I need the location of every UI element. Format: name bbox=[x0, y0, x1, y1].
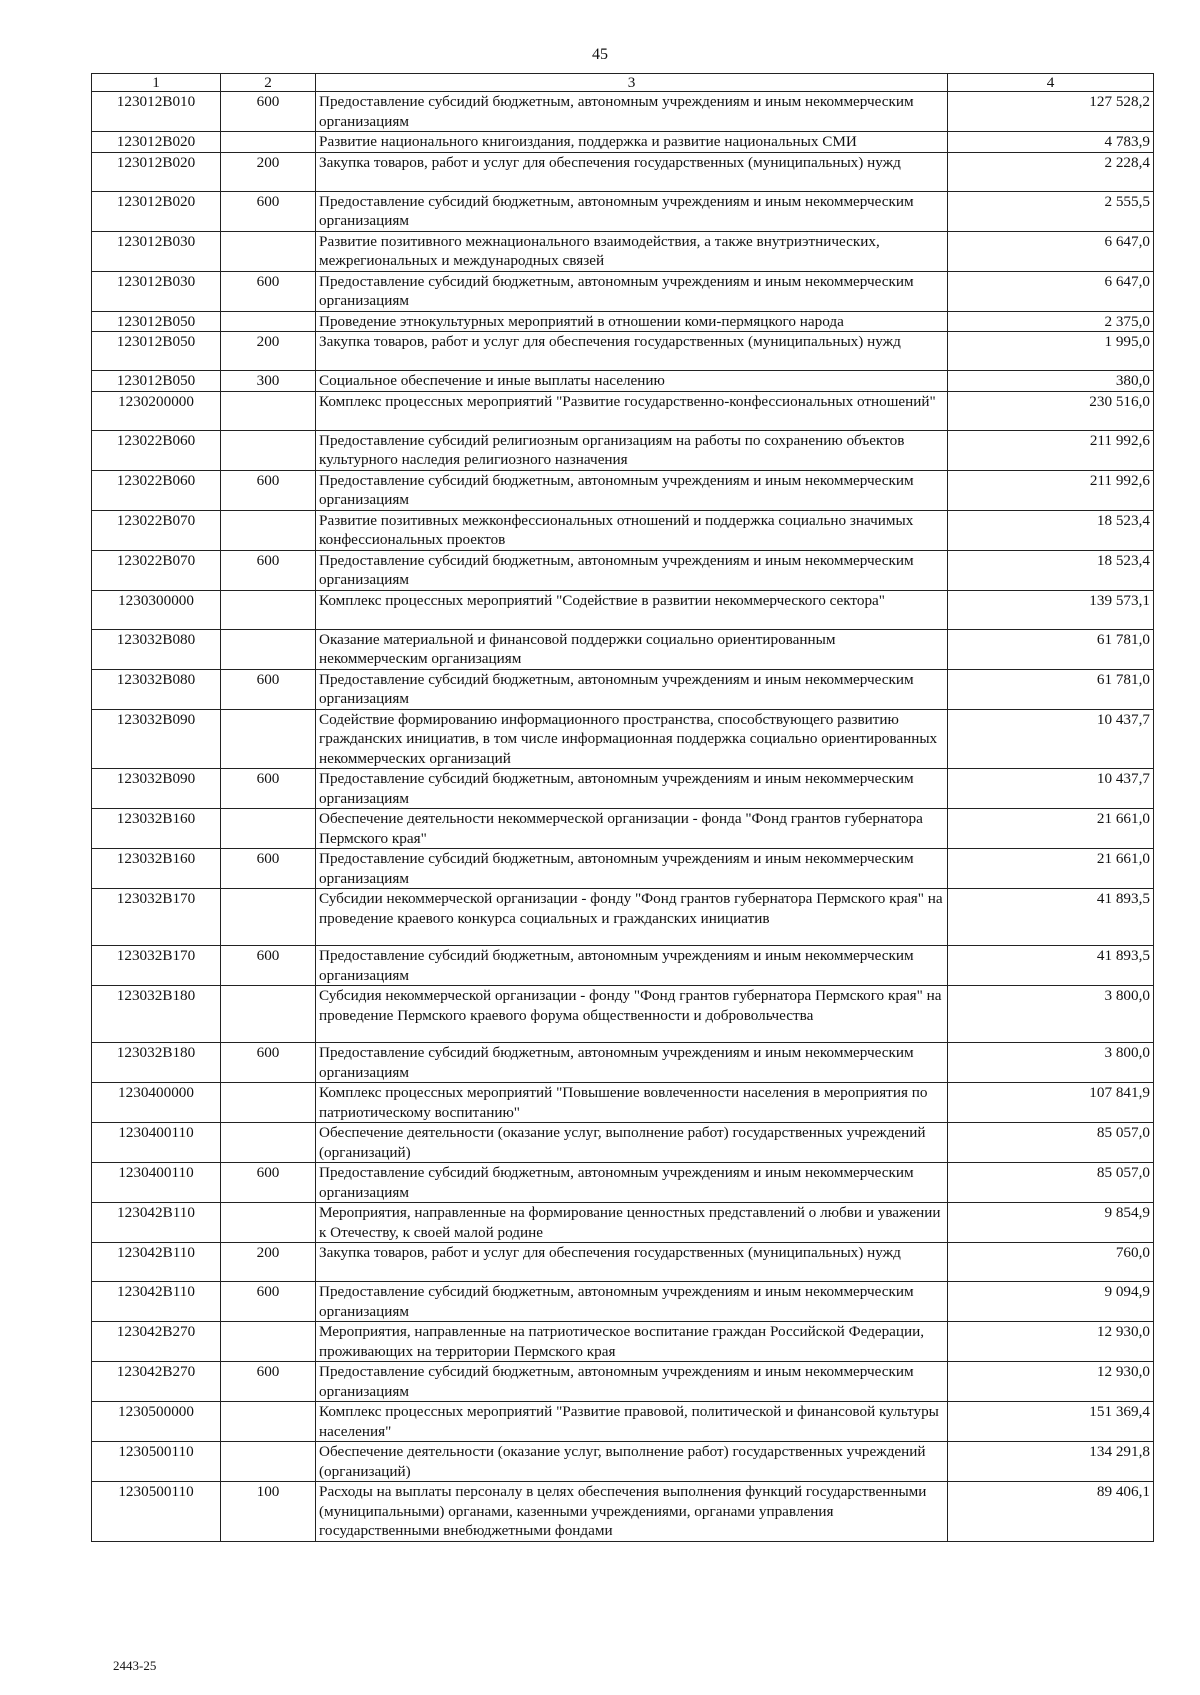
row-code: 123012В020 bbox=[92, 191, 221, 231]
row-code: 123032В080 bbox=[92, 629, 221, 669]
row-code: 123022В060 bbox=[92, 470, 221, 510]
row-type: 600 bbox=[221, 1362, 316, 1402]
row-type: 600 bbox=[221, 849, 316, 889]
row-description: Предоставление субсидий бюджетным, автономным учреждениям и иным некоммерческим организациям bbox=[316, 1282, 948, 1322]
column-header-4: 4 bbox=[948, 74, 1154, 92]
row-description: Комплекс процессных мероприятий "Повышение вовлеченности населения в мероприятия по патриотическому воспитанию" bbox=[316, 1083, 948, 1123]
row-type: 600 bbox=[221, 191, 316, 231]
row-code: 123022В060 bbox=[92, 430, 221, 470]
row-amount: 9 854,9 bbox=[948, 1203, 1154, 1243]
row-type bbox=[221, 709, 316, 769]
row-amount: 85 057,0 bbox=[948, 1123, 1154, 1163]
row-description: Предоставление субсидий бюджетным, автономным учреждениям и иным некоммерческим организациям bbox=[316, 92, 948, 132]
table-row bbox=[92, 1203, 1154, 1243]
table-row bbox=[92, 332, 1154, 371]
row-code: 123012В020 bbox=[92, 152, 221, 191]
table-row bbox=[92, 1123, 1154, 1163]
table-row bbox=[92, 391, 1154, 430]
row-type: 600 bbox=[221, 470, 316, 510]
row-code: 123012В050 bbox=[92, 371, 221, 392]
row-amount: 4 783,9 bbox=[948, 132, 1154, 153]
row-code: 123012В010 bbox=[92, 92, 221, 132]
row-code: 123032В160 bbox=[92, 849, 221, 889]
row-description: Расходы на выплаты персоналу в целях обеспечения выполнения функций государственными (муниципальными) органами, казенными учреждениями, органами управления государственными внебюджетными фондами bbox=[316, 1482, 948, 1542]
table-row bbox=[92, 1282, 1154, 1322]
row-amount: 139 573,1 bbox=[948, 590, 1154, 629]
row-amount: 9 094,9 bbox=[948, 1282, 1154, 1322]
row-description: Предоставление субсидий бюджетным, автономным учреждениям и иным некоммерческим организациям bbox=[316, 271, 948, 311]
row-amount: 2 375,0 bbox=[948, 311, 1154, 332]
budget-table bbox=[91, 73, 1154, 1542]
row-code: 123032В170 bbox=[92, 946, 221, 986]
table-row bbox=[92, 1482, 1154, 1542]
row-code: 123032В180 bbox=[92, 1043, 221, 1083]
document-code: 2443-25 bbox=[113, 1658, 157, 1673]
row-type bbox=[221, 132, 316, 153]
table-row bbox=[92, 1362, 1154, 1402]
row-description: Развитие национального книгоиздания, поддержка и развитие национальных СМИ bbox=[316, 132, 948, 153]
row-type: 600 bbox=[221, 1163, 316, 1203]
table-row bbox=[92, 809, 1154, 849]
row-description: Обеспечение деятельности некоммерческой организации - фонда "Фонд грантов губернатора Пермского края" bbox=[316, 809, 948, 849]
row-amount: 18 523,4 bbox=[948, 550, 1154, 590]
table-row bbox=[92, 946, 1154, 986]
table-row bbox=[92, 709, 1154, 769]
row-amount: 10 437,7 bbox=[948, 709, 1154, 769]
row-code: 123032В170 bbox=[92, 889, 221, 946]
row-description: Закупка товаров, работ и услуг для обеспечения государственных (муниципальных) нужд bbox=[316, 1243, 948, 1282]
row-amount: 61 781,0 bbox=[948, 669, 1154, 709]
row-amount: 6 647,0 bbox=[948, 271, 1154, 311]
table-row bbox=[92, 629, 1154, 669]
table-row bbox=[92, 311, 1154, 332]
row-amount: 230 516,0 bbox=[948, 391, 1154, 430]
row-amount: 2 228,4 bbox=[948, 152, 1154, 191]
row-amount: 211 992,6 bbox=[948, 430, 1154, 470]
row-amount: 127 528,2 bbox=[948, 92, 1154, 132]
row-code: 123012В020 bbox=[92, 132, 221, 153]
row-amount: 89 406,1 bbox=[948, 1482, 1154, 1542]
row-code: 1230500000 bbox=[92, 1402, 221, 1442]
row-amount: 41 893,5 bbox=[948, 889, 1154, 946]
row-description: Обеспечение деятельности (оказание услуг, выполнение работ) государственных учреждений (организаций) bbox=[316, 1123, 948, 1163]
row-code: 123022В070 bbox=[92, 550, 221, 590]
row-type: 600 bbox=[221, 92, 316, 132]
row-code: 123042В270 bbox=[92, 1322, 221, 1362]
row-type bbox=[221, 629, 316, 669]
row-amount: 10 437,7 bbox=[948, 769, 1154, 809]
table-row bbox=[92, 1243, 1154, 1282]
row-description: Обеспечение деятельности (оказание услуг, выполнение работ) государственных учреждений (организаций) bbox=[316, 1442, 948, 1482]
column-header-2: 2 bbox=[221, 74, 316, 92]
row-type bbox=[221, 391, 316, 430]
row-description: Комплекс процессных мероприятий "Развитие государственно-конфессиональных отношений" bbox=[316, 391, 948, 430]
row-description: Комплекс процессных мероприятий "Содействие в развитии некоммерческого сектора" bbox=[316, 590, 948, 629]
page-number: 45 bbox=[592, 46, 608, 63]
row-type: 200 bbox=[221, 332, 316, 371]
row-amount: 21 661,0 bbox=[948, 849, 1154, 889]
row-amount: 21 661,0 bbox=[948, 809, 1154, 849]
row-type: 300 bbox=[221, 371, 316, 392]
row-code: 123032В160 bbox=[92, 809, 221, 849]
row-type: 600 bbox=[221, 669, 316, 709]
row-amount: 1 995,0 bbox=[948, 332, 1154, 371]
row-code: 123042В110 bbox=[92, 1282, 221, 1322]
table-row bbox=[92, 1322, 1154, 1362]
row-amount: 380,0 bbox=[948, 371, 1154, 392]
row-description: Предоставление субсидий бюджетным, автономным учреждениям и иным некоммерческим организациям bbox=[316, 470, 948, 510]
row-description: Оказание материальной и финансовой поддержки социально ориентированным некоммерческим организациям bbox=[316, 629, 948, 669]
row-type bbox=[221, 231, 316, 271]
row-type: 600 bbox=[221, 769, 316, 809]
column-header-3: 3 bbox=[316, 74, 948, 92]
table-row bbox=[92, 470, 1154, 510]
row-code: 123012В030 bbox=[92, 271, 221, 311]
row-description: Развитие позитивных межконфессиональных отношений и поддержка социально значимых конфессиональных проектов bbox=[316, 510, 948, 550]
row-description: Предоставление субсидий бюджетным, автономным учреждениям и иным некоммерческим организациям bbox=[316, 849, 948, 889]
row-description: Мероприятия, направленные на патриотическое воспитание граждан Российской Федерации, проживающих на территории Пермского края bbox=[316, 1322, 948, 1362]
row-description: Субсидии некоммерческой организации - фонду "Фонд грантов губернатора Пермского края" на проведение краевого конкурса социальных и гражданских инициатив bbox=[316, 889, 948, 946]
row-description: Предоставление субсидий бюджетным, автономным учреждениям и иным некоммерческим организациям bbox=[316, 669, 948, 709]
row-type bbox=[221, 590, 316, 629]
row-amount: 12 930,0 bbox=[948, 1362, 1154, 1402]
table-row bbox=[92, 430, 1154, 470]
row-code: 1230500110 bbox=[92, 1442, 221, 1482]
row-description: Развитие позитивного межнационального взаимодействия, а также внутриэтнических, межрегиональных и международных связей bbox=[316, 231, 948, 271]
row-code: 1230200000 bbox=[92, 391, 221, 430]
row-type: 600 bbox=[221, 1043, 316, 1083]
row-code: 123012В050 bbox=[92, 332, 221, 371]
row-amount: 3 800,0 bbox=[948, 1043, 1154, 1083]
row-type bbox=[221, 510, 316, 550]
row-code: 1230300000 bbox=[92, 590, 221, 629]
row-type: 200 bbox=[221, 1243, 316, 1282]
row-type bbox=[221, 1442, 316, 1482]
row-type: 600 bbox=[221, 946, 316, 986]
row-type bbox=[221, 809, 316, 849]
table-row bbox=[92, 669, 1154, 709]
row-type bbox=[221, 889, 316, 946]
row-amount: 6 647,0 bbox=[948, 231, 1154, 271]
table-row bbox=[92, 510, 1154, 550]
row-description: Предоставление субсидий бюджетным, автономным учреждениям и иным некоммерческим организациям bbox=[316, 946, 948, 986]
row-type bbox=[221, 430, 316, 470]
table-row bbox=[92, 132, 1154, 153]
table-row bbox=[92, 849, 1154, 889]
row-type: 100 bbox=[221, 1482, 316, 1542]
row-code: 123012В030 bbox=[92, 231, 221, 271]
table-row bbox=[92, 1402, 1154, 1442]
row-code: 123032В080 bbox=[92, 669, 221, 709]
row-description: Субсидия некоммерческой организации - фонду "Фонд грантов губернатора Пермского края" на проведение Пермского краевого форума общественности и добровольчества bbox=[316, 986, 948, 1043]
row-type bbox=[221, 1203, 316, 1243]
row-code: 123032В090 bbox=[92, 709, 221, 769]
row-description: Предоставление субсидий религиозным организациям на работы по сохранению объектов культурного наследия религиозного назначения bbox=[316, 430, 948, 470]
row-description: Предоставление субсидий бюджетным, автономным учреждениям и иным некоммерческим организациям bbox=[316, 550, 948, 590]
row-type bbox=[221, 1123, 316, 1163]
table-row bbox=[92, 191, 1154, 231]
row-amount: 134 291,8 bbox=[948, 1442, 1154, 1482]
row-description: Предоставление субсидий бюджетным, автономным учреждениям и иным некоммерческим организациям bbox=[316, 1362, 948, 1402]
row-amount: 3 800,0 bbox=[948, 986, 1154, 1043]
table-row bbox=[92, 371, 1154, 392]
row-amount: 151 369,4 bbox=[948, 1402, 1154, 1442]
row-code: 123032В090 bbox=[92, 769, 221, 809]
row-description: Предоставление субсидий бюджетным, автономным учреждениям и иным некоммерческим организациям bbox=[316, 769, 948, 809]
row-amount: 107 841,9 bbox=[948, 1083, 1154, 1123]
row-description: Предоставление субсидий бюджетным, автономным учреждениям и иным некоммерческим организациям bbox=[316, 1043, 948, 1083]
table-row bbox=[92, 590, 1154, 629]
table-row bbox=[92, 1163, 1154, 1203]
row-code: 1230500110 bbox=[92, 1482, 221, 1542]
row-code: 123012В050 bbox=[92, 311, 221, 332]
row-code: 1230400000 bbox=[92, 1083, 221, 1123]
table-row bbox=[92, 271, 1154, 311]
column-header-1: 1 bbox=[92, 74, 221, 92]
table-row bbox=[92, 92, 1154, 132]
table-row bbox=[92, 889, 1154, 946]
row-description: Предоставление субсидий бюджетным, автономным учреждениям и иным некоммерческим организациям bbox=[316, 191, 948, 231]
table-body bbox=[92, 92, 1154, 1542]
row-code: 123042В110 bbox=[92, 1203, 221, 1243]
row-description: Проведение этнокультурных мероприятий в отношении коми-пермяцкого народа bbox=[316, 311, 948, 332]
row-description: Содействие формированию информационного пространства, способствующего развитию гражданских инициатив, в том числе информационная поддержка социально ориентированных некоммерческих организаций bbox=[316, 709, 948, 769]
table-row bbox=[92, 550, 1154, 590]
table-row bbox=[92, 769, 1154, 809]
row-code: 1230400110 bbox=[92, 1123, 221, 1163]
row-amount: 41 893,5 bbox=[948, 946, 1154, 986]
row-code: 1230400110 bbox=[92, 1163, 221, 1203]
row-type bbox=[221, 311, 316, 332]
row-description: Мероприятия, направленные на формирование ценностных представлений о любви и уважении к Отечеству, к своей малой родине bbox=[316, 1203, 948, 1243]
row-type: 200 bbox=[221, 152, 316, 191]
row-type: 600 bbox=[221, 550, 316, 590]
row-amount: 12 930,0 bbox=[948, 1322, 1154, 1362]
table-header-row bbox=[92, 74, 1154, 92]
row-description: Закупка товаров, работ и услуг для обеспечения государственных (муниципальных) нужд bbox=[316, 152, 948, 191]
row-type bbox=[221, 986, 316, 1043]
row-amount: 85 057,0 bbox=[948, 1163, 1154, 1203]
table-row bbox=[92, 1083, 1154, 1123]
row-type: 600 bbox=[221, 1282, 316, 1322]
row-amount: 211 992,6 bbox=[948, 470, 1154, 510]
row-description: Комплекс процессных мероприятий "Развитие правовой, политической и финансовой культуры населения" bbox=[316, 1402, 948, 1442]
row-type: 600 bbox=[221, 271, 316, 311]
row-description: Социальное обеспечение и иные выплаты населению bbox=[316, 371, 948, 392]
row-type bbox=[221, 1322, 316, 1362]
row-description: Закупка товаров, работ и услуг для обеспечения государственных (муниципальных) нужд bbox=[316, 332, 948, 371]
row-description: Предоставление субсидий бюджетным, автономным учреждениям и иным некоммерческим организациям bbox=[316, 1163, 948, 1203]
row-code: 123022В070 bbox=[92, 510, 221, 550]
row-amount: 2 555,5 bbox=[948, 191, 1154, 231]
table-row bbox=[92, 231, 1154, 271]
table-row bbox=[92, 1043, 1154, 1083]
row-code: 123032В180 bbox=[92, 986, 221, 1043]
row-amount: 61 781,0 bbox=[948, 629, 1154, 669]
row-type bbox=[221, 1083, 316, 1123]
table-row bbox=[92, 152, 1154, 191]
table-row bbox=[92, 986, 1154, 1043]
row-amount: 18 523,4 bbox=[948, 510, 1154, 550]
row-type bbox=[221, 1402, 316, 1442]
row-amount: 760,0 bbox=[948, 1243, 1154, 1282]
row-code: 123042В270 bbox=[92, 1362, 221, 1402]
row-code: 123042В110 bbox=[92, 1243, 221, 1282]
table-row bbox=[92, 1442, 1154, 1482]
